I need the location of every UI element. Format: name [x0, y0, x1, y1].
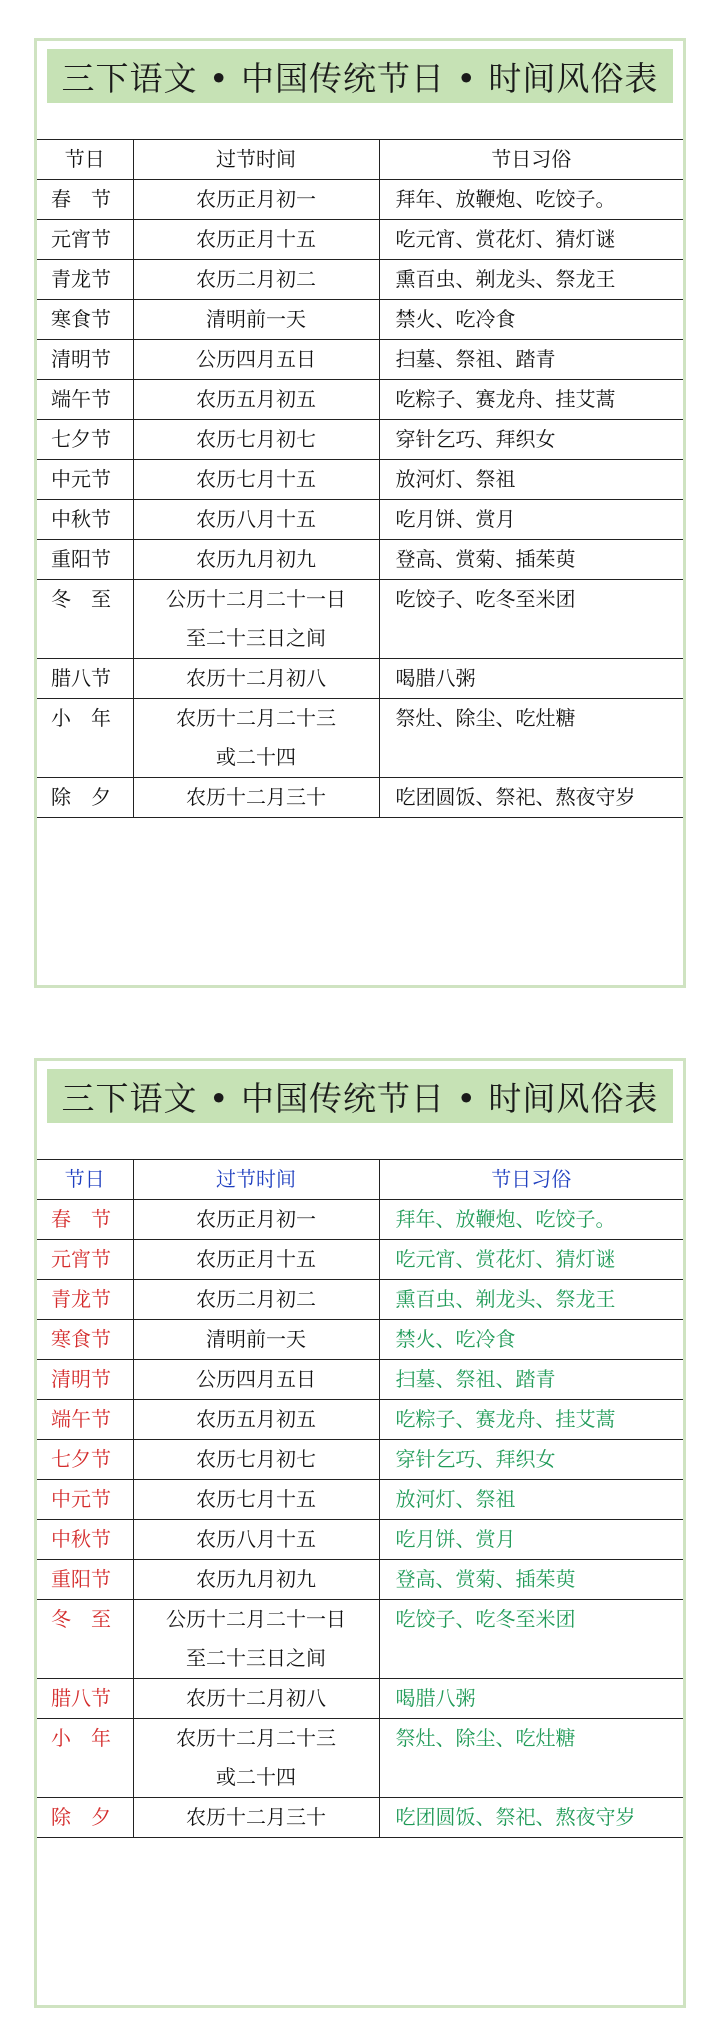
festival-name: 腊八节 — [37, 659, 133, 699]
table-row — [37, 380, 683, 420]
festival-time-line: 公历十二月二十一日 — [166, 1607, 346, 1631]
festival-customs: 熏百虫、剃龙头、祭龙王 — [379, 1280, 683, 1320]
festival-customs: 登高、赏菊、插茱萸 — [379, 1560, 683, 1600]
table-row — [37, 1280, 683, 1320]
festival-time-line: 农历二月初二 — [196, 1287, 316, 1311]
table-row — [37, 778, 683, 818]
festival-time-line: 公历四月五日 — [196, 1367, 316, 1391]
festival-customs: 拜年、放鞭炮、吃饺子。 — [379, 1200, 683, 1240]
festival-name: 清明节 — [37, 340, 133, 380]
festival-name: 元宵节 — [37, 220, 133, 260]
table-row — [37, 1600, 683, 1679]
table-row — [37, 340, 683, 380]
festival-time-line: 农历八月十五 — [196, 507, 316, 531]
festival-customs: 穿针乞巧、拜织女 — [379, 420, 683, 460]
festival-time — [133, 659, 379, 699]
festival-time — [133, 220, 379, 260]
column-header-time: 过节时间 — [133, 140, 379, 180]
festival-time — [133, 1360, 379, 1400]
festival-time — [133, 1200, 379, 1240]
festival-time-line: 清明前一天 — [206, 307, 306, 331]
table-row — [37, 1560, 683, 1600]
table-row — [37, 1200, 683, 1240]
table-row — [37, 1240, 683, 1280]
festival-name: 中秋节 — [37, 500, 133, 540]
festival-customs: 放河灯、祭祖 — [379, 1480, 683, 1520]
festival-customs: 拜年、放鞭炮、吃饺子。 — [379, 180, 683, 220]
festival-name: 腊八节 — [37, 1679, 133, 1719]
table-row — [37, 180, 683, 220]
festival-customs: 禁火、吃冷食 — [379, 1320, 683, 1360]
festival-customs: 吃月饼、赏月 — [379, 500, 683, 540]
festival-time — [133, 699, 379, 778]
festival-time-line: 农历正月初一 — [196, 1207, 316, 1231]
festival-customs: 祭灶、除尘、吃灶糖 — [379, 1719, 683, 1798]
festival-time-line: 农历七月初七 — [196, 1447, 316, 1471]
table-row — [37, 1440, 683, 1480]
festival-time — [133, 1600, 379, 1679]
table-row — [37, 580, 683, 659]
festival-time-line: 公历十二月二十一日 — [166, 587, 346, 611]
festival-time — [133, 460, 379, 500]
festival-time — [133, 1240, 379, 1280]
festival-time — [133, 1320, 379, 1360]
festival-customs: 喝腊八粥 — [379, 1679, 683, 1719]
festival-time — [133, 540, 379, 580]
festival-time-line: 农历十二月初八 — [186, 1686, 326, 1710]
festival-time — [133, 500, 379, 540]
festival-name: 除 夕 — [37, 778, 133, 818]
festival-name: 青龙节 — [37, 260, 133, 300]
table-header-row — [37, 140, 683, 180]
table-row — [37, 540, 683, 580]
festival-customs: 吃团圆饭、祭祀、熬夜守岁 — [379, 1798, 683, 1838]
table-row — [37, 460, 683, 500]
festival-time-line: 农历十二月三十 — [186, 1805, 326, 1829]
festival-time-line: 农历正月十五 — [196, 227, 316, 251]
festival-time-line: 农历正月初一 — [196, 187, 316, 211]
festival-name: 青龙节 — [37, 1280, 133, 1320]
festival-customs: 扫墓、祭祖、踏青 — [379, 340, 683, 380]
table-row — [37, 1798, 683, 1838]
table-row — [37, 1719, 683, 1798]
table-header-row — [37, 1160, 683, 1200]
festival-time — [133, 1280, 379, 1320]
festival-time — [133, 180, 379, 220]
festival-time-line: 农历五月初五 — [196, 387, 316, 411]
festival-name: 冬 至 — [37, 580, 133, 659]
festival-time-line: 农历五月初五 — [196, 1407, 316, 1431]
column-header-festival: 节日 — [37, 1160, 133, 1200]
festival-name: 春 节 — [37, 180, 133, 220]
festival-time-line: 农历二月初二 — [196, 267, 316, 291]
table-row — [37, 300, 683, 340]
column-header-customs: 节日习俗 — [379, 140, 683, 180]
festival-time — [133, 1719, 379, 1798]
festival-customs: 喝腊八粥 — [379, 659, 683, 699]
festival-customs: 吃元宵、赏花灯、猜灯谜 — [379, 220, 683, 260]
festival-name: 重阳节 — [37, 540, 133, 580]
festival-time — [133, 1679, 379, 1719]
festival-name: 除 夕 — [37, 1798, 133, 1838]
festival-time-line: 农历十二月初八 — [186, 666, 326, 690]
festival-time-line: 农历正月十五 — [196, 1247, 316, 1271]
festival-name: 重阳节 — [37, 1560, 133, 1600]
festival-customs: 放河灯、祭祖 — [379, 460, 683, 500]
festival-time-line: 农历十二月三十 — [186, 785, 326, 809]
festival-name: 小 年 — [37, 699, 133, 778]
page-title: 三下语文 • 中国传统节日 • 时间风俗表 — [47, 49, 673, 103]
festival-time-line: 至二十三日之间 — [186, 1646, 326, 1670]
table-row — [37, 1480, 683, 1520]
festival-customs: 祭灶、除尘、吃灶糖 — [379, 699, 683, 778]
column-header-festival: 节日 — [37, 140, 133, 180]
festival-name: 元宵节 — [37, 1240, 133, 1280]
festival-name: 春 节 — [37, 1200, 133, 1240]
festival-time-line: 农历七月十五 — [196, 1487, 316, 1511]
page-title: 三下语文 • 中国传统节日 • 时间风俗表 — [47, 1069, 673, 1123]
festival-time-line: 农历十二月二十三 — [176, 706, 336, 730]
festival-customs: 吃团圆饭、祭祀、熬夜守岁 — [379, 778, 683, 818]
festival-time-line: 至二十三日之间 — [186, 626, 326, 650]
festival-time-line: 农历十二月二十三 — [176, 1726, 336, 1750]
festival-name: 七夕节 — [37, 1440, 133, 1480]
festival-name: 中元节 — [37, 1480, 133, 1520]
festival-name: 清明节 — [37, 1360, 133, 1400]
festival-name: 中元节 — [37, 460, 133, 500]
table-row — [37, 1520, 683, 1560]
festival-time — [133, 1560, 379, 1600]
column-header-customs: 节日习俗 — [379, 1160, 683, 1200]
festival-customs: 登高、赏菊、插茱萸 — [379, 540, 683, 580]
festival-customs: 吃饺子、吃冬至米团 — [379, 1600, 683, 1679]
festival-time-line: 清明前一天 — [206, 1327, 306, 1351]
festival-table — [37, 1159, 683, 1838]
table-row — [37, 220, 683, 260]
festival-time — [133, 1400, 379, 1440]
table-card-plain — [34, 38, 686, 988]
festival-customs: 扫墓、祭祖、踏青 — [379, 1360, 683, 1400]
table-row — [37, 699, 683, 778]
festival-name: 端午节 — [37, 380, 133, 420]
festival-table — [37, 139, 683, 818]
festival-name: 小 年 — [37, 1719, 133, 1798]
festival-time — [133, 1798, 379, 1838]
festival-name: 七夕节 — [37, 420, 133, 460]
festival-time — [133, 380, 379, 420]
festival-time-line: 农历九月初九 — [196, 547, 316, 571]
table-row — [37, 1360, 683, 1400]
festival-time — [133, 778, 379, 818]
table-row — [37, 500, 683, 540]
festival-time — [133, 1520, 379, 1560]
festival-customs: 吃粽子、赛龙舟、挂艾蒿 — [379, 1400, 683, 1440]
festival-time-line: 或二十四 — [216, 1765, 296, 1789]
table-row — [37, 420, 683, 460]
table-card-colored — [34, 1058, 686, 2008]
festival-time — [133, 420, 379, 460]
table-row — [37, 1320, 683, 1360]
festival-time — [133, 340, 379, 380]
festival-time — [133, 1480, 379, 1520]
festival-customs: 穿针乞巧、拜织女 — [379, 1440, 683, 1480]
festival-time — [133, 1440, 379, 1480]
festival-customs: 吃元宵、赏花灯、猜灯谜 — [379, 1240, 683, 1280]
festival-customs: 熏百虫、剃龙头、祭龙王 — [379, 260, 683, 300]
festival-customs: 吃饺子、吃冬至米团 — [379, 580, 683, 659]
festival-name: 寒食节 — [37, 1320, 133, 1360]
table-row — [37, 260, 683, 300]
festival-customs: 吃月饼、赏月 — [379, 1520, 683, 1560]
table-row — [37, 1400, 683, 1440]
table-row — [37, 1679, 683, 1719]
festival-time-line: 农历九月初九 — [196, 1567, 316, 1591]
festival-time-line: 农历七月十五 — [196, 467, 316, 491]
festival-time — [133, 260, 379, 300]
festival-time — [133, 300, 379, 340]
festival-time-line: 公历四月五日 — [196, 347, 316, 371]
festival-name: 寒食节 — [37, 300, 133, 340]
festival-name: 中秋节 — [37, 1520, 133, 1560]
festival-customs: 吃粽子、赛龙舟、挂艾蒿 — [379, 380, 683, 420]
festival-time-line: 农历七月初七 — [196, 427, 316, 451]
festival-name: 冬 至 — [37, 1600, 133, 1679]
festival-time-line: 农历八月十五 — [196, 1527, 316, 1551]
festival-time — [133, 580, 379, 659]
column-header-time: 过节时间 — [133, 1160, 379, 1200]
table-row — [37, 659, 683, 699]
festival-name: 端午节 — [37, 1400, 133, 1440]
festival-time-line: 或二十四 — [216, 745, 296, 769]
festival-customs: 禁火、吃冷食 — [379, 300, 683, 340]
